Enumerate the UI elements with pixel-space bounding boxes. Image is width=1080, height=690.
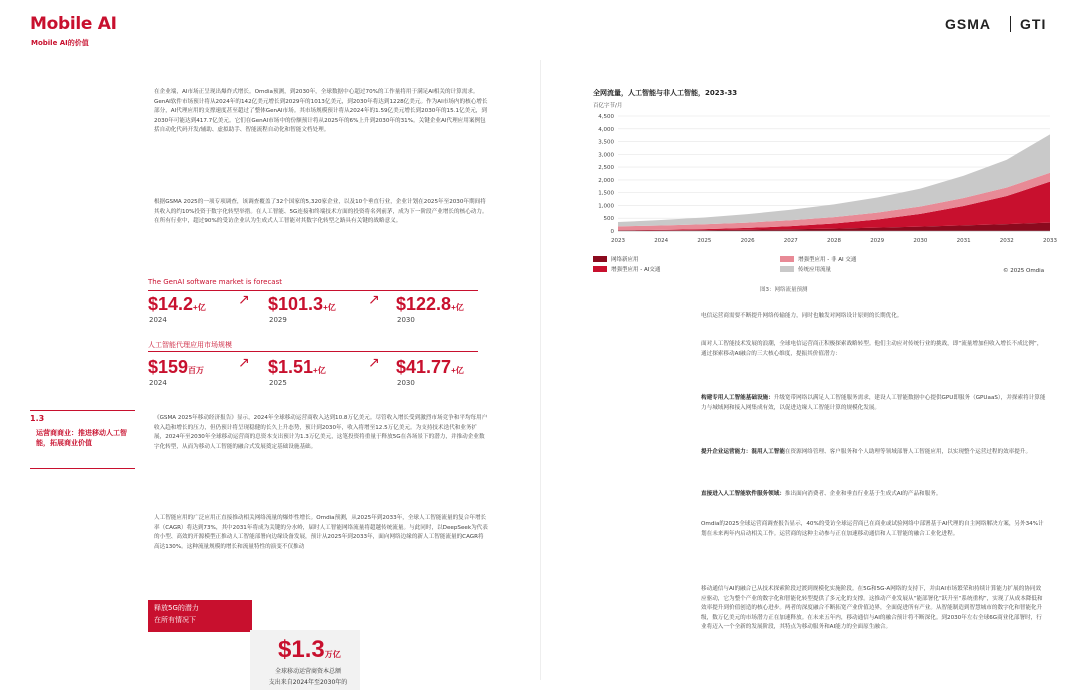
infrastructure-paragraph: 构建专用人工智能基础设施：升级宽带网络以满足人工智能服务需求，建设人工智能数据中心提供GPU即服务（GPUaaS），并探索将计算能力与城域网和接入网集成有效，以促进边缘人工智能计算的规模化发展。 [701,395,1046,411]
capex-desc-line: 支出来自2024年至2030年的 [268,679,348,686]
chart-title: 全网流量，人工智能与非人工智能，2023-33 [593,89,738,97]
arrow-up-icon: ↗ [368,355,380,371]
arrow-up-icon: ↗ [368,292,380,308]
stat-agent-2030: $41.77+亿 [396,357,464,377]
x-tick-label: 2028 [827,238,841,244]
y-tick-label: 500 [603,216,614,223]
banner-line: 释放5G的潜力 [154,604,199,612]
y-tick-label: 2,000 [598,177,614,184]
survey-paragraph: 根据GSMA 2025的一项专项调查，该调查覆盖了32个国家的5,320家企业，以及10个垂直行业，企业计划在2025年至2030年期间将其收入的约10%投资于数字化转型举措。在人工智能、5G连接和终端技术方面的投资将名列前茅，成为下一阶段产业增长的核心动力。在所有行业中，超过90%的受访企业认为生成式人工智能对其数字化转型之路具有关键的战略意义。 [154,199,488,224]
chart-caption: 图3：网络流量预测 [760,287,808,293]
genai-forecast-label: The GenAI software market is forecast [148,278,282,286]
section-divider [30,410,135,411]
stat-year: 2025 [269,379,287,387]
stat-year: 2029 [269,316,287,324]
y-tick-label: 0 [610,229,614,235]
gsma-logo: GSMA [945,16,991,32]
x-tick-label: 2031 [956,238,971,244]
x-tick-label: 2027 [783,238,798,244]
y-tick-label: 4,000 [598,126,614,133]
y-tick-label: 1,000 [598,203,614,210]
stat-genai-2029: $101.3+亿 [268,294,336,314]
stat-agent-2024: $159百万 [148,357,205,377]
stats-divider [148,290,478,291]
stat-year: 2030 [397,379,415,387]
legend-item: 网络新应用 [593,255,639,263]
x-tick-label: 2025 [697,238,712,244]
stat-agent-2025: $1.51+亿 [268,357,326,377]
capex-desc-line: 全球移动运营商资本总额 [274,668,341,675]
stat-year: 2024 [149,379,167,387]
stat-year: 2024 [149,316,167,324]
y-tick-label: 3,500 [598,139,614,146]
x-tick-label: 2029 [870,238,885,244]
column-divider [540,60,541,680]
y-tick-label: 4,500 [598,114,614,120]
5g-banner [148,600,252,632]
section-divider [30,468,135,469]
x-tick-label: 2030 [913,238,928,244]
right-paragraph: 面对人工智能技术发展的浪潮，全球电信运营商正积极探索战略转型。他们主动应对传统行业的挑战，即“流量增加但收入增长不成比例”，通过探索移动AI融合的三大核心维度，提振其价值潜力： [701,341,1043,357]
logo-divider [1010,16,1011,32]
legend-item: 传统应用流量 [780,265,831,273]
x-tick-label: 2026 [740,238,755,244]
stat-genai-2024: $14.2+亿 [148,294,206,314]
traffic-area-chart [588,110,1058,245]
x-tick-label: 2024 [654,238,669,244]
stat-year: 2030 [397,316,415,324]
intro-paragraph: 在企业端，AI市场正呈现出爆炸式增长。Omdia预测，到2030年，全球数据中心超过70%的工作量将用于满足AI相关的计算需求。GenAI软件市场预计将从2024年的142亿美元增长到2029年的1013亿美元，到2030年将达到1228亿美元。作为AI市场内的核心增长部分，AI代理应用的支撑速度甚至超过了整体GenAI市场。其市场规模预计将从2024年的1.59亿美元增长到2030年的15.1亿美元，到2030年可能达到417.7亿美元。它们在GenAI市场中的份额预计将从2025年的6%上升到2030年的31%。关键企业AI代理应用案例包括自动化代码开发/辅助、虚拟助手、智能流程自动化和智能文档处理。 [154,89,488,133]
capex-description [258,666,358,688]
stat-genai-2030: $122.8+亿 [396,294,464,314]
page-title: Mobile AI [30,14,117,34]
agent-market-label: 人工智能代理应用市场规模 [148,341,232,349]
stats-divider [148,351,478,352]
arrow-up-icon: ↗ [238,292,250,308]
y-tick-label: 1,500 [598,190,614,197]
operator-paragraph: 《GSMA 2025年移动经济报告》显示，2024年全球移动运营商收入达到10.8万亿美元。尽管收入增长受到激烈市场竞争和平均每用户收入趋和增长的压力，但仍预计将呈现稳健的长久上升态势，预计到2030年，收入将增至12.5万亿美元。为支持技术迭代和业务扩展，2024年至2030年全球移动运营商的总资本支出预计为1.3万亿美元，这笔投资将重量于释放5G在各场景下的潜力，并推动企业数字化转型，从而为移动人工智能的融合式发展奠定基础设施基础。 [154,415,488,450]
section-number: 1.3 [30,414,45,423]
x-tick-label: 2032 [999,238,1014,244]
survey-result-paragraph: Omdia的2025全球运营商调查报告显示，40%的受访全球运营商已在商业或试验网络中部署基于AI代理的自主网络解决方案，另外34%计划在未来两年内启动相关工作。运营商的这种主动参与正在加速移动通信和人工智能的融合工业化进程。 [701,521,1044,537]
traffic-paragraph: 人工智能应用的广泛应用正直接推动相关网络流量的爆炸性增长。Omdia预测，从2025年到2033年，全球人工智能流量的复合年增长率（CAGR）将达到73%，其中2031年将成为关键的分水岭，届时人工智能网络流量将超越传统流量。与此同时，以DeepSeek为代表的小型、高效的开源模型正推动人工智能部署向边缘设备发展，预计从2025年到2033年，面向网络边缘的新人工智能流量的CAGR将高达130%。这种流量规模的增长和流量特性的演变不仅推动 [154,515,488,550]
section-title: 运营商商业：推进移动人工智能，拓展商业价值 [36,429,127,447]
software-paragraph: 直接进入人工智能软件服务领域：推出面向消费者、企业和垂直行业基于生成式AI的产品和服务。 [701,491,942,497]
chart-copyright: © 2025 Omdia [1003,268,1045,274]
x-tick-label: 2033 [1043,238,1057,244]
chart-y-unit: 百亿字节/月 [593,103,623,109]
legend-item: 增强型应用 - AI交通 [593,265,660,273]
operations-paragraph: 提升企业运营能力：混用人工智能在资源网络管理、客户服务和个人助理等领域部署人工智能应用，以实现整个运营过程的效率提升。 [701,449,1032,455]
gti-logo: GTI [1020,16,1047,32]
legend-item: 增强型应用 - 非 AI 交通 [780,255,856,263]
right-paragraph: 电信运营商需要不断提升网络传输能力，同时也触发对网络设计原则的长期优化。 [701,313,903,319]
x-tick-label: 2023 [611,238,625,244]
banner-line: 在所有情况下 [154,616,196,624]
y-tick-label: 2,500 [598,165,614,172]
arrow-up-icon: ↗ [238,355,250,371]
page-subtitle: Mobile AI的价值 [31,39,89,47]
y-tick-label: 3,000 [598,152,614,159]
convergence-paragraph: 移动通信与AI的融合已从技术探索阶段过渡到规模化实施阶段。在5G和5G-A网络的支持下，并由AI市场繁荣和持续计算能力扩展的协同效应驱动，它为整个产业的数字化和智能化转型提供了多元化的支撑。这推动产业发展从“能部署化”跃升至“系统重构”，实现了从成本降低和效率提升到价值创造的核心进步。两者的深度融合不断拓宽产业价值边界，全面促进所有产业。从智能制造到智慧城市的数字化和智能化升级，数万亿美元的市场潜力正在加速释放。在未来五年内，移动通信与AI的融合预计将不断深化。到2030年左右全球6G商业化部署时，行业将迈入一个全新的发展阶段，其特点为移动服务和AI能力的全面原生融合。 [701,586,1043,630]
capex-value: $1.3万亿 [278,636,341,663]
